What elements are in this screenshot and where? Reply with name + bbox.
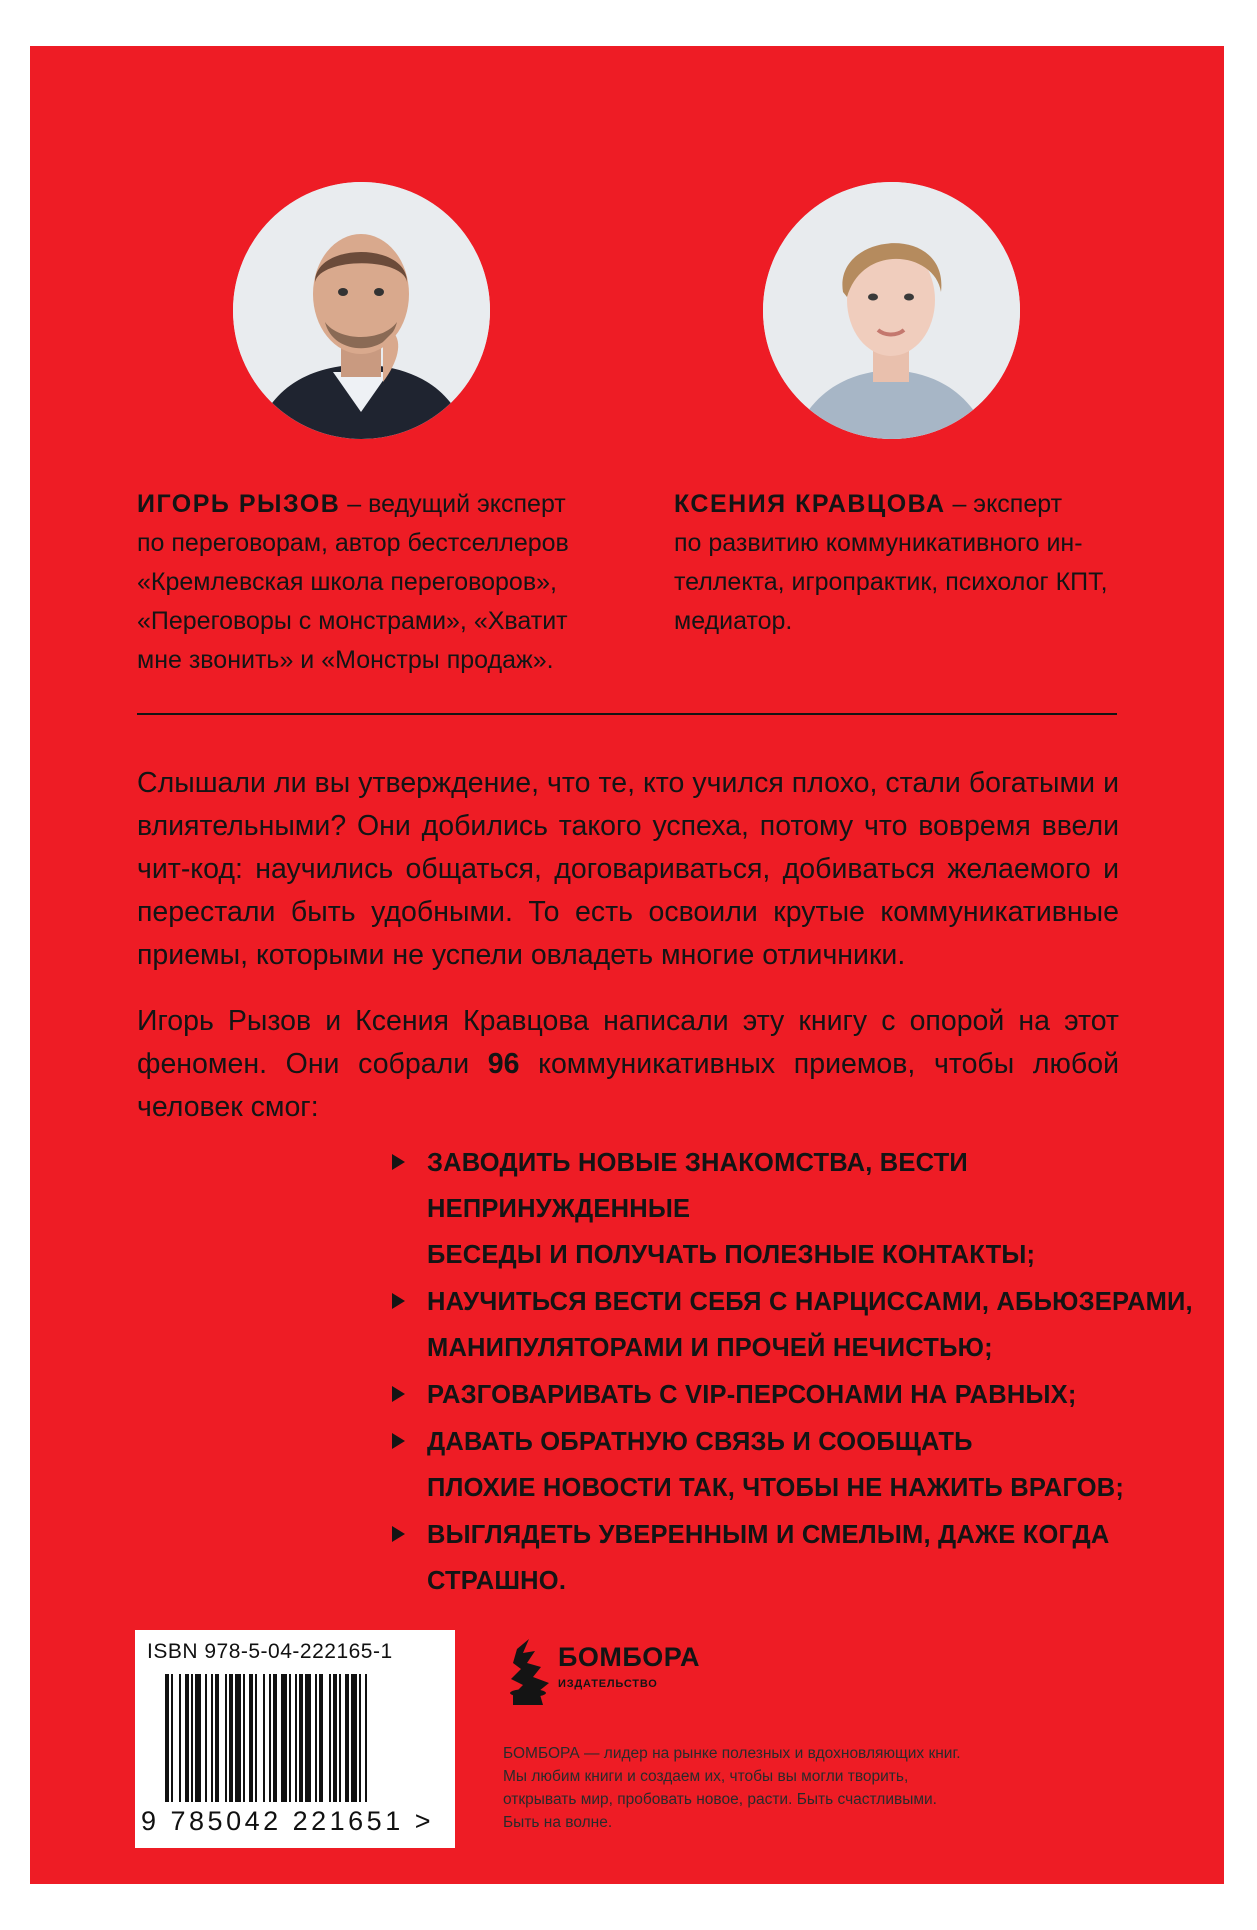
section-divider [137,713,1117,715]
barcode-bar [315,1674,317,1802]
bio-line: медиатор. [674,607,793,635]
barcode-bar [299,1674,303,1802]
list-item [390,1279,1220,1371]
list-item-line: БЕСЕДЫ И ПОЛУЧАТЬ ПОЛЕЗНЫЕ КОНТАКТЫ; [427,1241,1036,1269]
barcode-bar [165,1674,169,1802]
barcode-bar [215,1674,219,1802]
barcode-bar [185,1674,189,1802]
techniques-count: 96 [487,1048,520,1080]
triangle-bullet-icon [392,1154,405,1170]
bio-line: – эксперт [945,490,1063,518]
paragraph-text: коммуникативных приемов, чтобы любой человек смог: [137,1048,1119,1123]
barcode-bar [305,1674,311,1802]
paragraph-text: Игорь Рызов и Ксения Кравцова написали эту книгу с опорой на этот феномен. Они собрали [137,1005,1119,1080]
barcode-bar [229,1674,233,1802]
description-paragraph-1: Слышали ли вы утверждение, что те, кто учился плохо, стали богатыми и влиятельными? Они добились такого успеха, потому что вовремя ввели чит-код: научились общаться, договариваться, добиваться желаемого и перестали быть удобными. То есть освоили крутые коммуникативные приемы, которыми не успели овладеть многие отличники. [137,767,1119,971]
author-portrait-igor [233,182,490,439]
barcode-bar [269,1674,271,1802]
barcode-bar [211,1674,213,1802]
barcode-bar [263,1674,265,1802]
triangle-bullet-icon [392,1526,405,1542]
author-name: КСЕНИЯ КРАВЦОВА [674,490,946,518]
barcode-bar [249,1674,253,1802]
list-item [390,1140,1220,1278]
barcode-bar [243,1674,245,1802]
triangle-bullet-icon [392,1293,405,1309]
barcode-bar [365,1674,367,1802]
barcode-icon [165,1674,435,1802]
list-item [390,1512,1220,1604]
barcode-bar [255,1674,257,1802]
author-portrait-ksenia [763,182,1020,439]
barcode-bar [333,1674,337,1802]
bio-line: по переговорам, автор бестселлеров [137,529,569,557]
triangle-bullet-icon [392,1386,405,1402]
triangle-bullet-icon [392,1433,405,1449]
list-item [390,1419,1220,1511]
barcode-bar [281,1674,287,1802]
list-item-line: ПЛОХИЕ НОВОСТИ ТАК, ЧТОБЫ НЕ НАЖИТЬ ВРАГОВ; [427,1474,1125,1502]
portrait-woman-icon [763,182,1020,439]
barcode-bar [171,1674,173,1802]
list-item-line: РАЗГОВАРИВАТЬ С VIP-ПЕРСОНАМИ НА РАВНЫХ; [427,1381,1077,1409]
barcode-bar [195,1674,201,1802]
publisher-subtitle: ИЗДАТЕЛЬСТВО [558,1678,658,1690]
isbn-barcode-box [135,1630,455,1848]
barcode-bar [191,1674,193,1802]
description-paragraph-2 [137,1000,1119,1129]
list-item-line: ВЫГЛЯДЕТЬ УВЕРЕННЫМ И СМЕЛЫМ, ДАЖЕ КОГДА СТРАШНО. [427,1521,1110,1595]
author-bio-igor [137,485,597,680]
bio-line: теллекта, игропрактик, психолог КПТ, [674,568,1108,596]
list-item-line: НАУЧИТЬСЯ ВЕСТИ СЕБЯ С НАРЦИССАМИ, АБЬЮЗЕРАМИ, [427,1288,1193,1316]
barcode-bar [225,1674,227,1802]
portrait-man-icon [233,182,490,439]
barcode-bar [339,1674,341,1802]
benefits-list [390,1140,1220,1605]
bio-line: «Переговоры с монстрами», «Хватит [137,607,568,635]
author-bio-ksenia [674,485,1144,641]
barcode-bar [205,1674,207,1802]
bio-line: – ведущий эксперт [340,490,566,518]
list-item-line: ЗАВОДИТЬ НОВЫЕ ЗНАКОМСТВА, ВЕСТИ НЕПРИНУЖДЕННЫЕ [427,1149,968,1223]
barcode-bar [345,1674,349,1802]
publisher-about: БОМБОРА — лидер на рынке полезных и вдохновляющих книг. Мы любим книги и создаем их, чтобы вы могли творить, открывать мир, пробовать новое, расти. Быть счастливыми. Быть на волне. [503,1745,961,1831]
bio-line: мне звонить» и «Монстры продаж». [137,646,554,674]
barcode-bar [351,1674,357,1802]
list-item [390,1372,1220,1418]
barcode-bar [319,1674,323,1802]
list-item-line: ДАВАТЬ ОБРАТНУЮ СВЯЗЬ И СООБЩАТЬ [427,1428,973,1456]
author-name: ИГОРЬ РЫЗОВ [137,490,341,518]
barcode-bar [329,1674,331,1802]
publisher-name: БОМБОРА [558,1642,700,1672]
list-item-line: МАНИПУЛЯТОРАМИ И ПРОЧЕЙ НЕЧИСТЬЮ; [427,1334,993,1362]
isbn-label: ISBN 978-5-04-222165-1 [147,1640,393,1663]
barcode-bar [179,1674,181,1802]
barcode-bar [235,1674,241,1802]
bio-line: «Кремлевская школа переговоров», [137,568,557,596]
barcode-bar [295,1674,297,1802]
barcode-digits: 9 785042 221651 > [141,1806,434,1836]
barcode-bar [359,1674,361,1802]
bio-line: по развитию коммуникативного ин- [674,529,1083,557]
barcode-bar [273,1674,277,1802]
barcode-bar [289,1674,291,1802]
